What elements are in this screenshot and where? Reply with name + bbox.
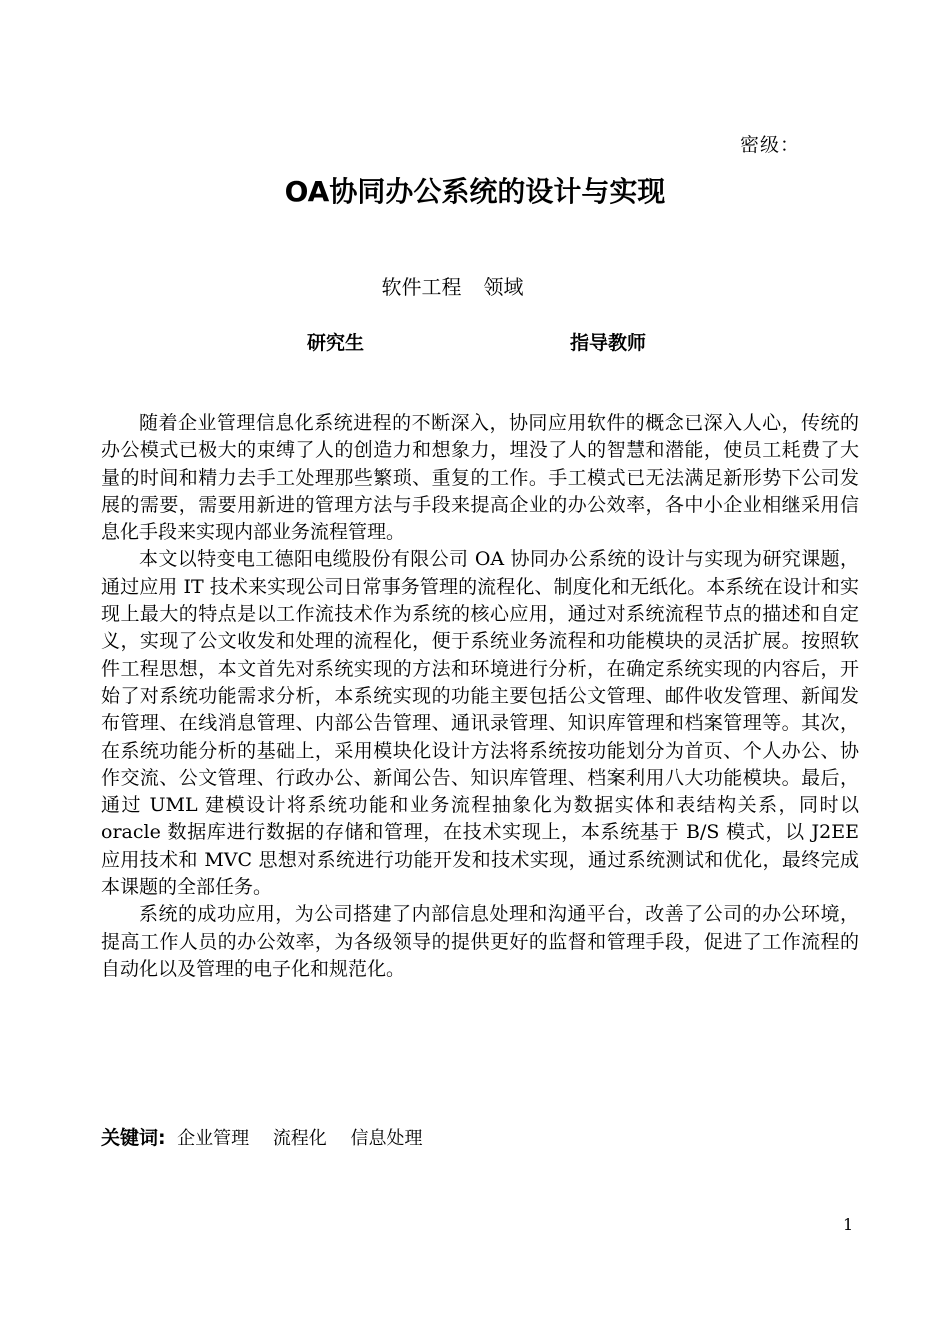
keywords-line — [101, 1123, 441, 1150]
keyword-item: 流程化 — [272, 1128, 327, 1149]
abstract-paragraph-2: 本文以特变电工德阳电缆股份有限公司 OA 协同办公系统的设计与实现为研究课题，通过应用 IT 技术来实现公司日常事务管理的流程化、制度化和无纸化。本系统在设计和实现上最大的特点是以工作流技术作为系统的核心应用，通过对系统流程节点的描述和自定义，实现了公文收发和处理的流程化，便于系统业务流程和功能模块的灵活扩展。按照软件工程思想，本文首先对系统实现的方法和环境进行分析，在确定系统实现的内容后，开始了对系统功能需求分析，本系统实现的功能主要包括公文管理、邮件收发管理、新闻发布管理、在线消息管理、内部公告管理、通讯录管理、知识库管理和档案管理等。其次，在系统功能分析的基础上，采用模块化设计方法将系统按功能划分为首页、个人办公、协作交流、公文管理、行政办公、新闻公告、知识库管理、档案利用八大功能模块。最后，通过 UML 建模设计将系统功能和业务流程抽象化为数据实体和表结构关系，同时以 oracle 数据库进行数据的存储和管理，在技术实现上，本系统基于 B/S 模式，以 J2EE 应用技术和 MVC 思想对系统进行功能开发和技术实现，通过系统测试和优化，最终完成本课题的全部任务。 — [101, 548, 859, 899]
advisor-label: 指导教师 — [570, 332, 647, 354]
abstract — [101, 410, 859, 983]
field-suffix: 领域 — [483, 275, 524, 299]
abstract-paragraph-3: 系统的成功应用，为公司搭建了内部信息处理和沟通平台，改善了公司的办公环境，提高工作人员的办公效率，为各级领导的提供更好的监督和管理手段，促进了工作流程的自动化以及管理的电子化和规范化。 — [101, 903, 859, 980]
keyword-item: 信息处理 — [350, 1128, 423, 1149]
field-name: 软件工程 — [381, 275, 462, 299]
field-line — [0, 271, 905, 300]
classification-label: 密级： — [739, 134, 800, 156]
page-number: 1 — [843, 1215, 854, 1234]
keywords-separator: : — [158, 1127, 166, 1149]
roles-line — [0, 328, 950, 358]
page-title: OA协同办公系统的设计与实现 — [284, 175, 666, 208]
student-label: 研究生 — [307, 332, 365, 354]
abstract-paragraph-1: 随着企业管理信息化系统进程的不断深入，协同应用软件的概念已深入人心，传统的办公模式已极大的束缚了人的创造力和想象力，埋没了人的智慧和潜能，使员工耗费了大量的时间和精力去手工处理那些繁琐、重复的工作。手工模式已无法满足新形势下公司发展的需要，需要用新进的管理方法与手段来提高企业的办公效率，各中小企业相继采用信息化手段来实现内部业务流程管理。 — [101, 412, 859, 544]
keyword-item: 企业管理 — [177, 1128, 250, 1149]
keywords-label: 关键词 — [101, 1127, 159, 1149]
